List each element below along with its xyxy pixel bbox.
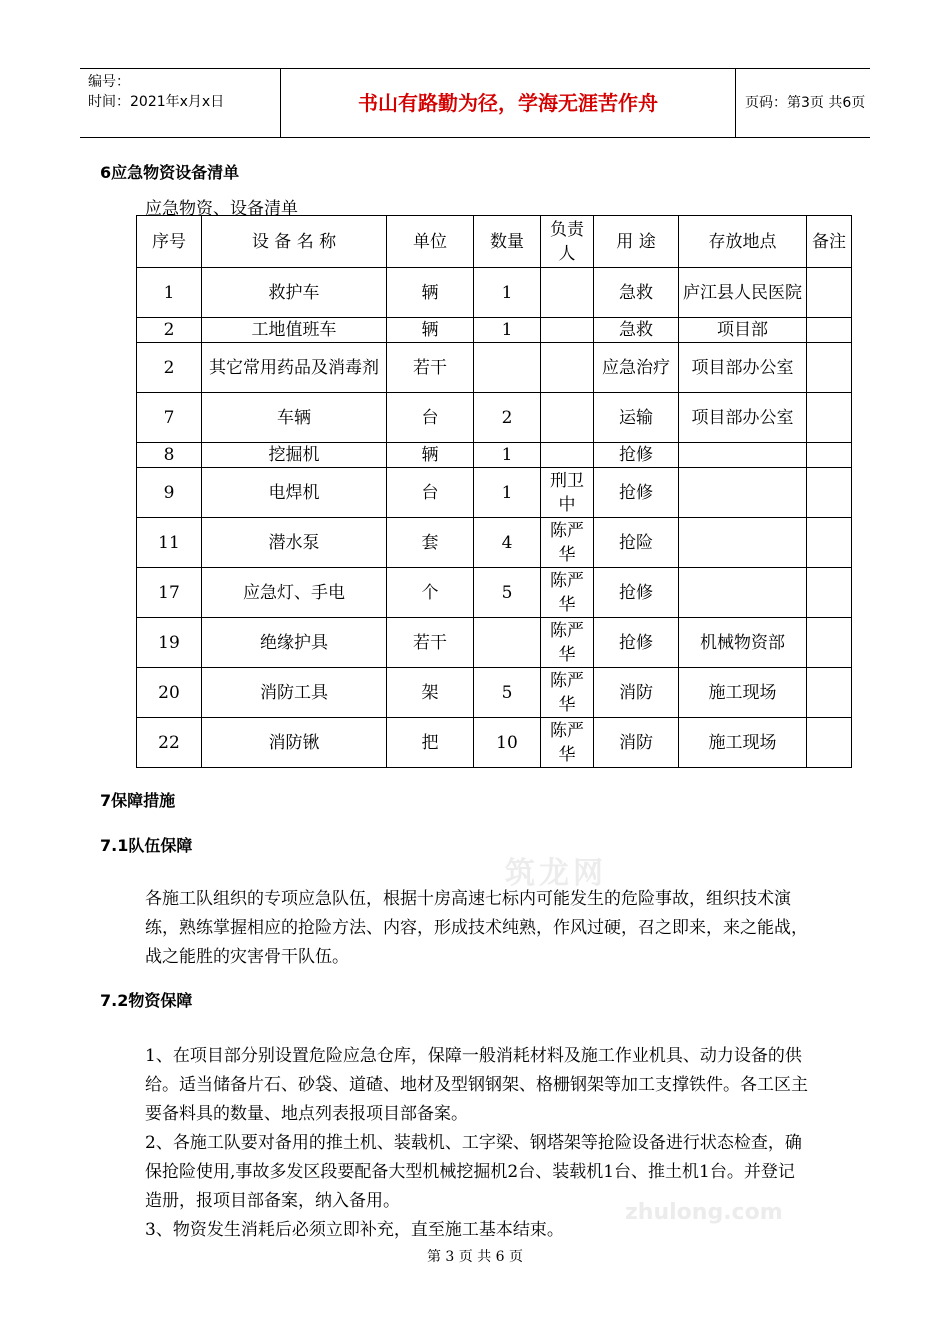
unit-cell: 台	[387, 468, 474, 518]
quantity-cell: 1	[474, 318, 541, 343]
unit-cell: 套	[387, 518, 474, 568]
equipment-name-cell: 挖掘机	[202, 443, 387, 468]
section7-title: 7保障措施	[100, 791, 176, 810]
unit-cell: 若干	[387, 343, 474, 393]
storage-location-cell: 项目部办公室	[679, 343, 807, 393]
responsible-person-cell	[541, 393, 594, 443]
table-body	[137, 268, 852, 768]
purpose-cell: 消防	[594, 718, 679, 768]
purpose-cell: 急救	[594, 318, 679, 343]
subsection-7-1-title: 7.1队伍保障	[100, 836, 193, 855]
purpose-cell: 应急治疗	[594, 343, 679, 393]
remark-cell	[807, 343, 852, 393]
storage-location-cell	[679, 443, 807, 468]
unit-cell: 辆	[387, 443, 474, 468]
quantity-cell: 1	[474, 443, 541, 468]
equipment-name-cell: 应急灯、手电	[202, 568, 387, 618]
equipment-name-cell: 车辆	[202, 393, 387, 443]
table-row	[137, 468, 852, 518]
quantity-cell: 10	[474, 718, 541, 768]
remark-cell	[807, 718, 852, 768]
equipment-name-cell: 救护车	[202, 268, 387, 318]
header-meta	[80, 69, 280, 137]
table-row	[137, 668, 852, 718]
quantity-cell: 2	[474, 393, 541, 443]
quantity-cell: 1	[474, 268, 541, 318]
col-header: 数量	[474, 216, 541, 268]
serial-no-cell: 20	[137, 668, 202, 718]
responsible-person-cell: 陈严华	[541, 618, 594, 668]
table-row	[137, 268, 852, 318]
responsible-person-cell	[541, 268, 594, 318]
responsible-person-cell: 陈严华	[541, 668, 594, 718]
quantity-cell: 4	[474, 518, 541, 568]
team-guarantee-text	[145, 885, 810, 972]
serial-no-cell: 2	[137, 343, 202, 393]
responsible-person-cell: 陈严华	[541, 568, 594, 618]
purpose-cell: 消防	[594, 668, 679, 718]
paragraph: 1、在项目部分别设置危险应急仓库，保障一般消耗材料及施工作业机具、动力设备的供给。适当储备片石、砂袋、道碴、地材及型钢钢架、格栅钢架等加工支撑铁件。各工区主要备料具的数量、地点列表报项目部备案。	[145, 1046, 808, 1124]
equipment-name-cell: 电焊机	[202, 468, 387, 518]
col-header: 用 途	[594, 216, 679, 268]
table-row	[137, 443, 852, 468]
col-header: 设 备 名 称	[202, 216, 387, 268]
remark-cell	[807, 468, 852, 518]
quantity-cell	[474, 618, 541, 668]
motto: 书山有路勤为径，学海无涯苦作舟	[358, 91, 658, 115]
col-header: 存放地点	[679, 216, 807, 268]
storage-location-cell: 项目部办公室	[679, 393, 807, 443]
remark-cell	[807, 568, 852, 618]
equipment-name-cell: 工地值班车	[202, 318, 387, 343]
serial-no-cell: 9	[137, 468, 202, 518]
storage-location-cell	[679, 468, 807, 518]
equipment-table	[136, 215, 852, 768]
paragraph: 各施工队组织的专项应急队伍，根据十房高速七标内可能发生的危险事故，组织技术演练，熟练掌握相应的抢险方法、内容，形成技术纯熟，作风过硬，召之即来，来之能战，战之能胜的灾害骨干队伍。	[145, 889, 808, 967]
col-header: 负责人	[541, 216, 594, 268]
serial-no-cell: 22	[137, 718, 202, 768]
unit-cell: 把	[387, 718, 474, 768]
responsible-person-cell: 刑卫中	[541, 468, 594, 518]
paragraph: 3、物资发生消耗后必须立即补充，直至施工基本结束。	[145, 1220, 564, 1240]
col-header: 序号	[137, 216, 202, 268]
table-row	[137, 718, 852, 768]
equipment-name-cell: 潜水泵	[202, 518, 387, 568]
table-caption: 应急物资、设备清单	[145, 199, 298, 219]
unit-cell: 辆	[387, 318, 474, 343]
remark-cell	[807, 318, 852, 343]
header-motto-cell	[280, 69, 736, 137]
quantity-cell: 5	[474, 668, 541, 718]
storage-location-cell: 庐江县人民医院	[679, 268, 807, 318]
table-row	[137, 618, 852, 668]
responsible-person-cell	[541, 318, 594, 343]
equipment-name-cell: 消防工具	[202, 668, 387, 718]
storage-location-cell: 施工现场	[679, 668, 807, 718]
table-row	[137, 393, 852, 443]
table-row	[137, 518, 852, 568]
responsible-person-cell: 陈严华	[541, 718, 594, 768]
page-info: 页码：第3页 共6页	[745, 95, 866, 111]
equipment-name-cell: 其它常用药品及消毒剂	[202, 343, 387, 393]
subsection-7-2-title: 7.2物资保障	[100, 991, 193, 1010]
unit-cell: 个	[387, 568, 474, 618]
quantity-cell: 5	[474, 568, 541, 618]
serial-no-cell: 11	[137, 518, 202, 568]
table-row	[137, 568, 852, 618]
col-header: 备注	[807, 216, 852, 268]
table-header-row	[137, 216, 852, 268]
responsible-person-cell: 陈严华	[541, 518, 594, 568]
page-footer: 第 3 页 共 6 页	[426, 1249, 524, 1265]
serial-no-cell: 17	[137, 568, 202, 618]
remark-cell	[807, 618, 852, 668]
remark-cell	[807, 268, 852, 318]
remark-cell	[807, 518, 852, 568]
unit-cell: 若干	[387, 618, 474, 668]
header-page-cell	[735, 69, 870, 137]
serial-no-cell: 7	[137, 393, 202, 443]
purpose-cell: 抢修	[594, 443, 679, 468]
storage-location-cell: 施工现场	[679, 718, 807, 768]
storage-location-cell	[679, 568, 807, 618]
purpose-cell: 抢险	[594, 518, 679, 568]
page-header	[80, 68, 870, 138]
unit-cell: 辆	[387, 268, 474, 318]
storage-location-cell	[679, 518, 807, 568]
watermark-url: zhulong.com	[625, 1200, 783, 1225]
col-header: 单位	[387, 216, 474, 268]
storage-location-cell: 机械物资部	[679, 618, 807, 668]
serial-no-cell: 1	[137, 268, 202, 318]
purpose-cell: 抢修	[594, 618, 679, 668]
serial-no-cell: 2	[137, 318, 202, 343]
responsible-person-cell	[541, 343, 594, 393]
section6-title: 6应急物资设备清单	[100, 163, 240, 182]
responsible-person-cell	[541, 443, 594, 468]
unit-cell: 架	[387, 668, 474, 718]
number-label: 编号：	[88, 74, 130, 90]
equipment-name-cell: 消防锹	[202, 718, 387, 768]
paragraph: 2、各施工队要对备用的推土机、装载机、工字梁、钢塔架等抢险设备进行状态检查，确保抢险使用,事故多发区段要配备大型机械挖掘机2台、装载机1台、推土机1台。并登记造册，报项目部备案，纳入备用。	[145, 1133, 802, 1211]
purpose-cell: 抢修	[594, 568, 679, 618]
storage-location-cell: 项目部	[679, 318, 807, 343]
quantity-cell: 1	[474, 468, 541, 518]
time-label: 时间：2021年x月x日	[88, 94, 225, 110]
remark-cell	[807, 668, 852, 718]
purpose-cell: 急救	[594, 268, 679, 318]
table-row	[137, 343, 852, 393]
purpose-cell: 运输	[594, 393, 679, 443]
equipment-name-cell: 绝缘护具	[202, 618, 387, 668]
purpose-cell: 抢修	[594, 468, 679, 518]
remark-cell	[807, 393, 852, 443]
serial-no-cell: 8	[137, 443, 202, 468]
remark-cell	[807, 443, 852, 468]
quantity-cell	[474, 343, 541, 393]
watermark-text: 筑龙网	[505, 856, 607, 891]
table-row	[137, 318, 852, 343]
unit-cell: 台	[387, 393, 474, 443]
serial-no-cell: 19	[137, 618, 202, 668]
